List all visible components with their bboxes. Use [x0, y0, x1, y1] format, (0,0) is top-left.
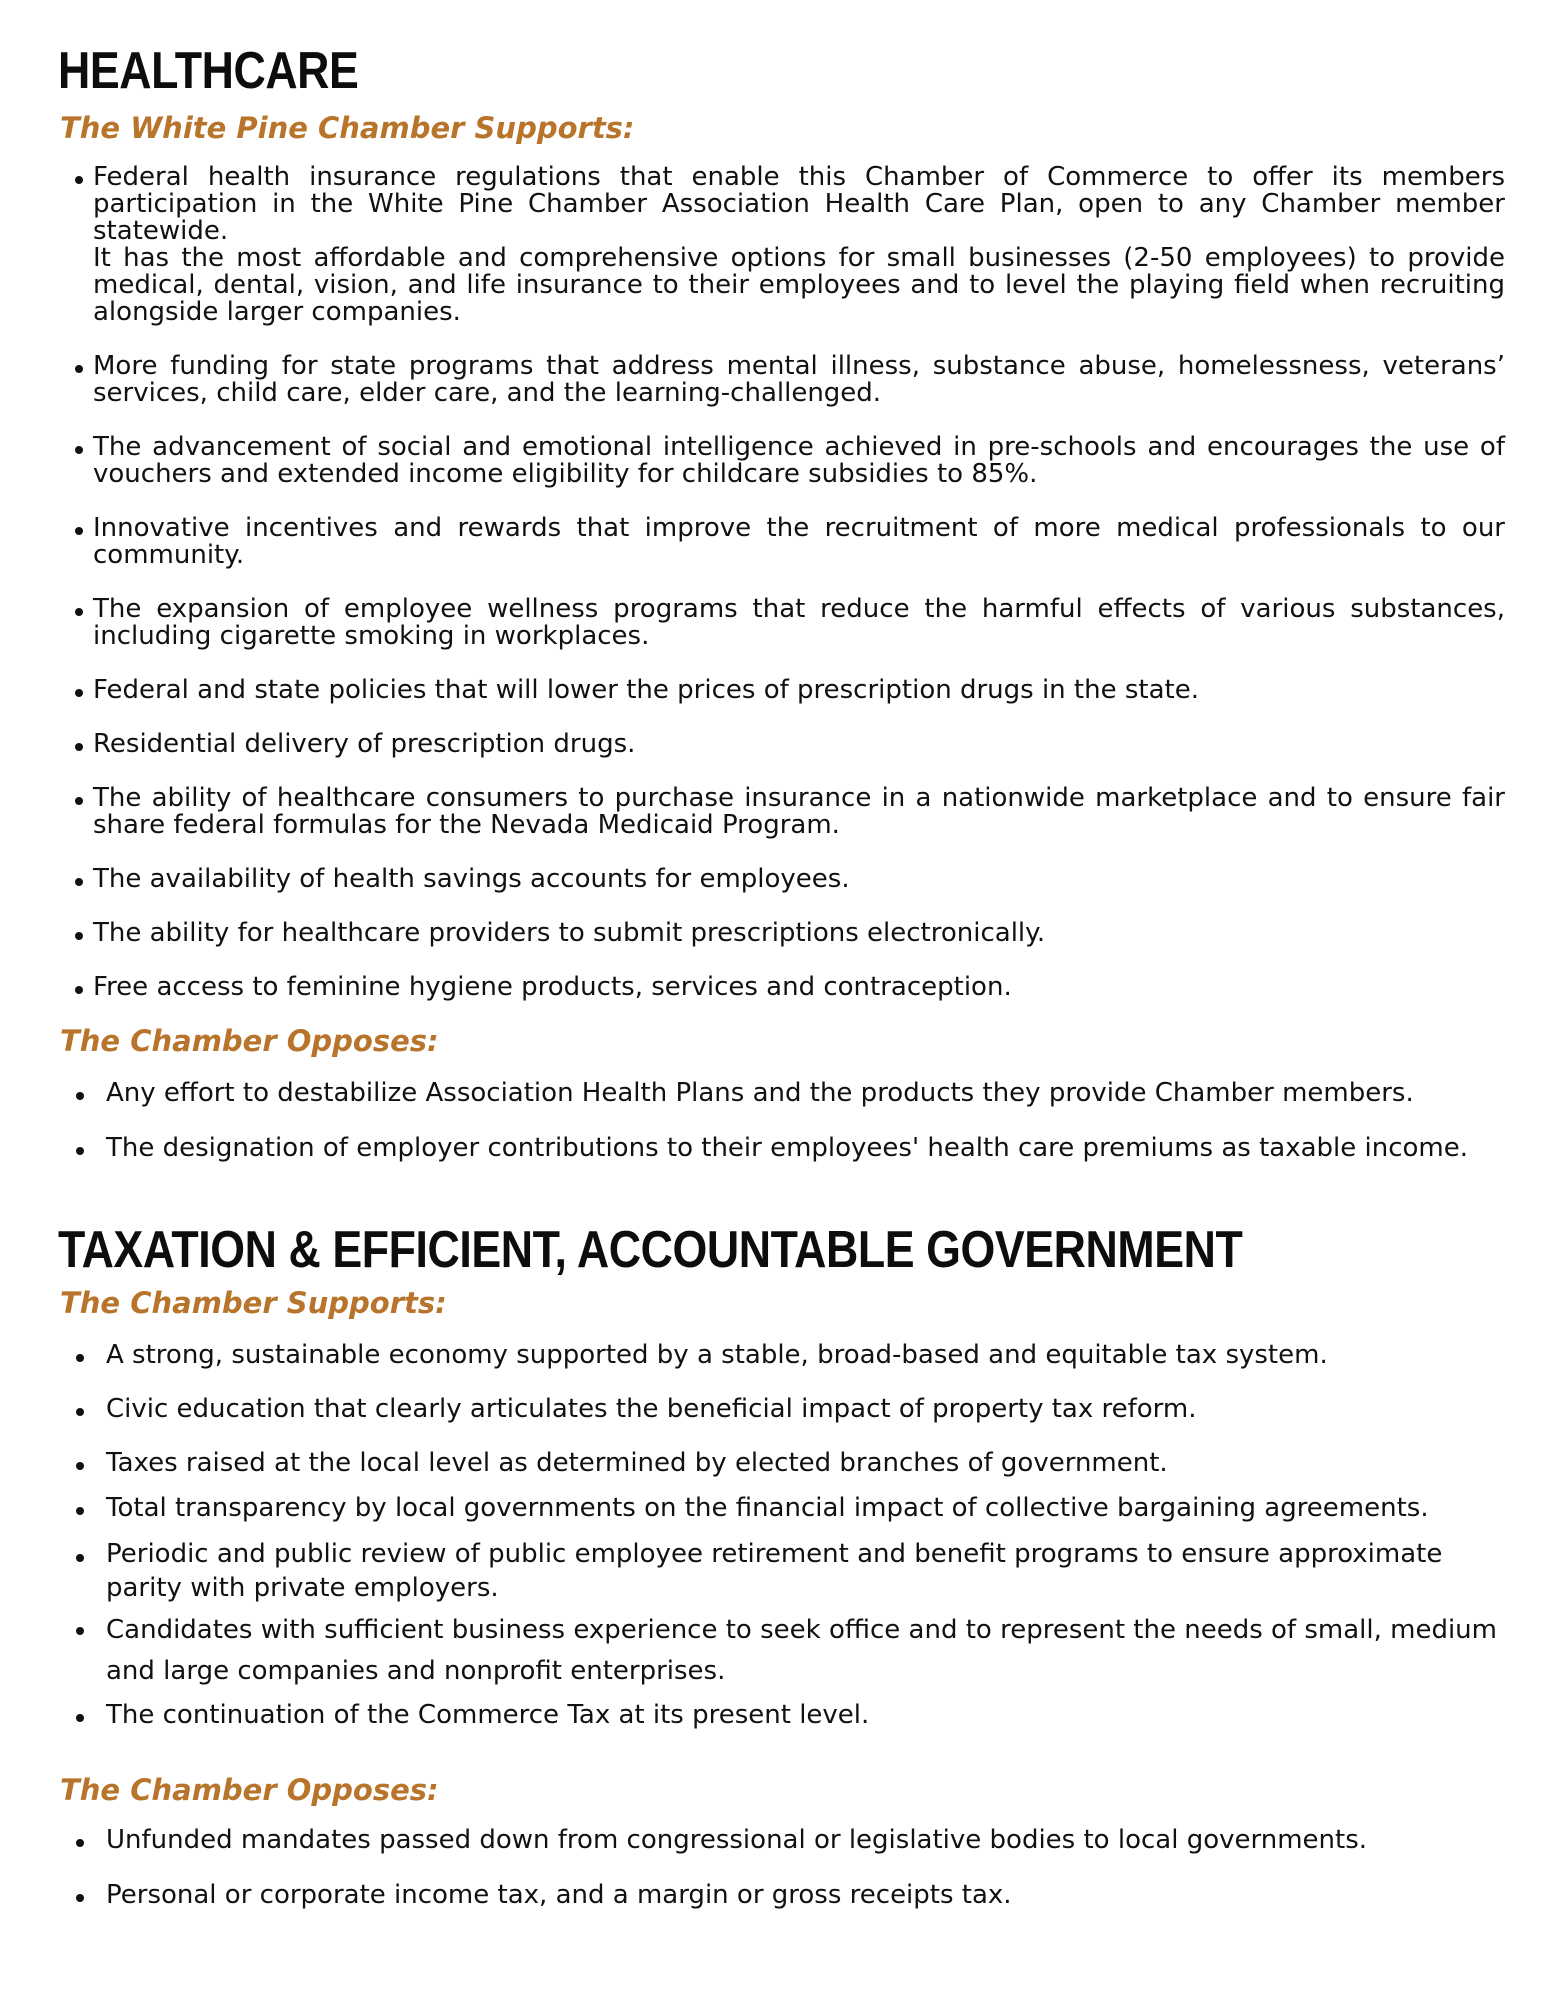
list-item-text: Civic education that clearly articulates the beneficial impact of property tax reform.	[106, 1394, 1197, 1424]
list-item	[93, 677, 1505, 704]
list-item-text: Free access to feminine hygiene products, services and contraception.	[93, 972, 1012, 1002]
list-item-text: The continuation of the Commerce Tax at its present level.	[106, 1700, 870, 1730]
list-item-text: Taxes raised at the local level as determined by elected branches of government.	[106, 1448, 1168, 1478]
list-item-text: Residential delivery of prescription drugs.	[93, 729, 636, 759]
list-item-text: The availability of health savings accounts for employees.	[93, 864, 850, 894]
list-item	[93, 164, 1505, 326]
list-item-text: Personal or corporate income tax, and a margin or gross receipts tax.	[106, 1880, 1012, 1910]
list-item	[93, 596, 1505, 650]
list-item-text: More funding for state programs that address mental illness, substance abuse, homelessness, veterans’ services, child care, elder care, and the learning-challenged.	[93, 351, 1505, 408]
list-item	[93, 515, 1505, 569]
list-item	[106, 1610, 1506, 1692]
list-item-text: The expansion of employee wellness programs that reduce the harmful effects of various substances, including cigarette smoking in workplaces.	[93, 594, 1505, 651]
list-item-text-continued: It has the most affordable and comprehensive options for small businesses (2-50 employees) to provide medical, dental, vision, and life insurance to their employees and to level the playing field when recruiting alongside larger companies.	[93, 243, 1505, 327]
taxation-supports-heading: The Chamber Supports:	[60, 1286, 447, 1320]
list-item	[93, 920, 1505, 947]
healthcare-supports-list	[93, 164, 1505, 1001]
list-item	[106, 1391, 1506, 1428]
list-item	[106, 1822, 1506, 1859]
list-item-text: Candidates with sufficient business experience to seek office and to represent the needs of small, medium and large companies and nonprofit enterprises.	[106, 1615, 1497, 1686]
list-item-text: Federal and state policies that will lower the prices of prescription drugs in the state.	[93, 675, 1199, 705]
healthcare-opposes-heading: The Chamber Opposes:	[60, 1024, 439, 1058]
list-item	[93, 785, 1505, 839]
list-item-text: Innovative incentives and rewards that improve the recruitment of more medical professionals to our community.	[93, 513, 1505, 570]
taxation-title: TAXATION & EFFICIENT, ACCOUNTABLE GOVERNMENT	[58, 1221, 1243, 1279]
list-item	[106, 1075, 1506, 1112]
list-item	[106, 1130, 1506, 1167]
list-item-text: The advancement of social and emotional intelligence achieved in pre-schools and encourages the use of vouchers and extended income eligibility for childcare subsidies to 85%.	[93, 432, 1505, 489]
healthcare-opposes-list	[106, 1075, 1506, 1167]
list-item-text: The ability for healthcare providers to submit prescriptions electronically.	[93, 918, 1046, 948]
list-item	[93, 866, 1505, 893]
list-item	[93, 353, 1505, 407]
list-item-text: Total transparency by local governments on the financial impact of collective bargaining agreements.	[106, 1493, 1429, 1523]
list-item	[106, 1337, 1506, 1374]
list-item-text: The designation of employer contributions to their employees' health care premiums as taxable income.	[106, 1133, 1469, 1163]
list-item-text: A strong, sustainable economy supported by a stable, broad-based and equitable tax system.	[106, 1340, 1328, 1370]
healthcare-supports-heading: The White Pine Chamber Supports:	[60, 111, 635, 145]
list-item-text: Periodic and public review of public employee retirement and benefit programs to ensure approximate parity with private employers.	[106, 1539, 1443, 1603]
list-item-text: Any effort to destabilize Association Health Plans and the products they provide Chamber members.	[106, 1078, 1414, 1108]
list-item	[93, 434, 1505, 488]
taxation-opposes-list	[106, 1822, 1506, 1914]
list-item	[93, 974, 1505, 1001]
list-item	[93, 731, 1505, 758]
healthcare-title: HEALTHCARE	[58, 42, 359, 100]
list-item	[106, 1490, 1506, 1527]
list-item	[106, 1697, 1506, 1734]
taxation-opposes-heading: The Chamber Opposes:	[60, 1773, 439, 1807]
list-item	[106, 1445, 1506, 1482]
taxation-supports-list	[106, 1337, 1506, 1734]
list-item	[106, 1877, 1506, 1914]
list-item-text: Unfunded mandates passed down from congressional or legislative bodies to local governments.	[106, 1825, 1368, 1855]
list-item-text: The ability of healthcare consumers to purchase insurance in a nationwide marketplace and to ensure fair share federal formulas for the Nevada Medicaid Program.	[93, 783, 1505, 840]
list-item-text: Federal health insurance regulations that enable this Chamber of Commerce to offer its members participation in the White Pine Chamber Association Health Care Plan, open to any Chamber member statewide.	[93, 162, 1505, 246]
list-item	[106, 1537, 1506, 1605]
